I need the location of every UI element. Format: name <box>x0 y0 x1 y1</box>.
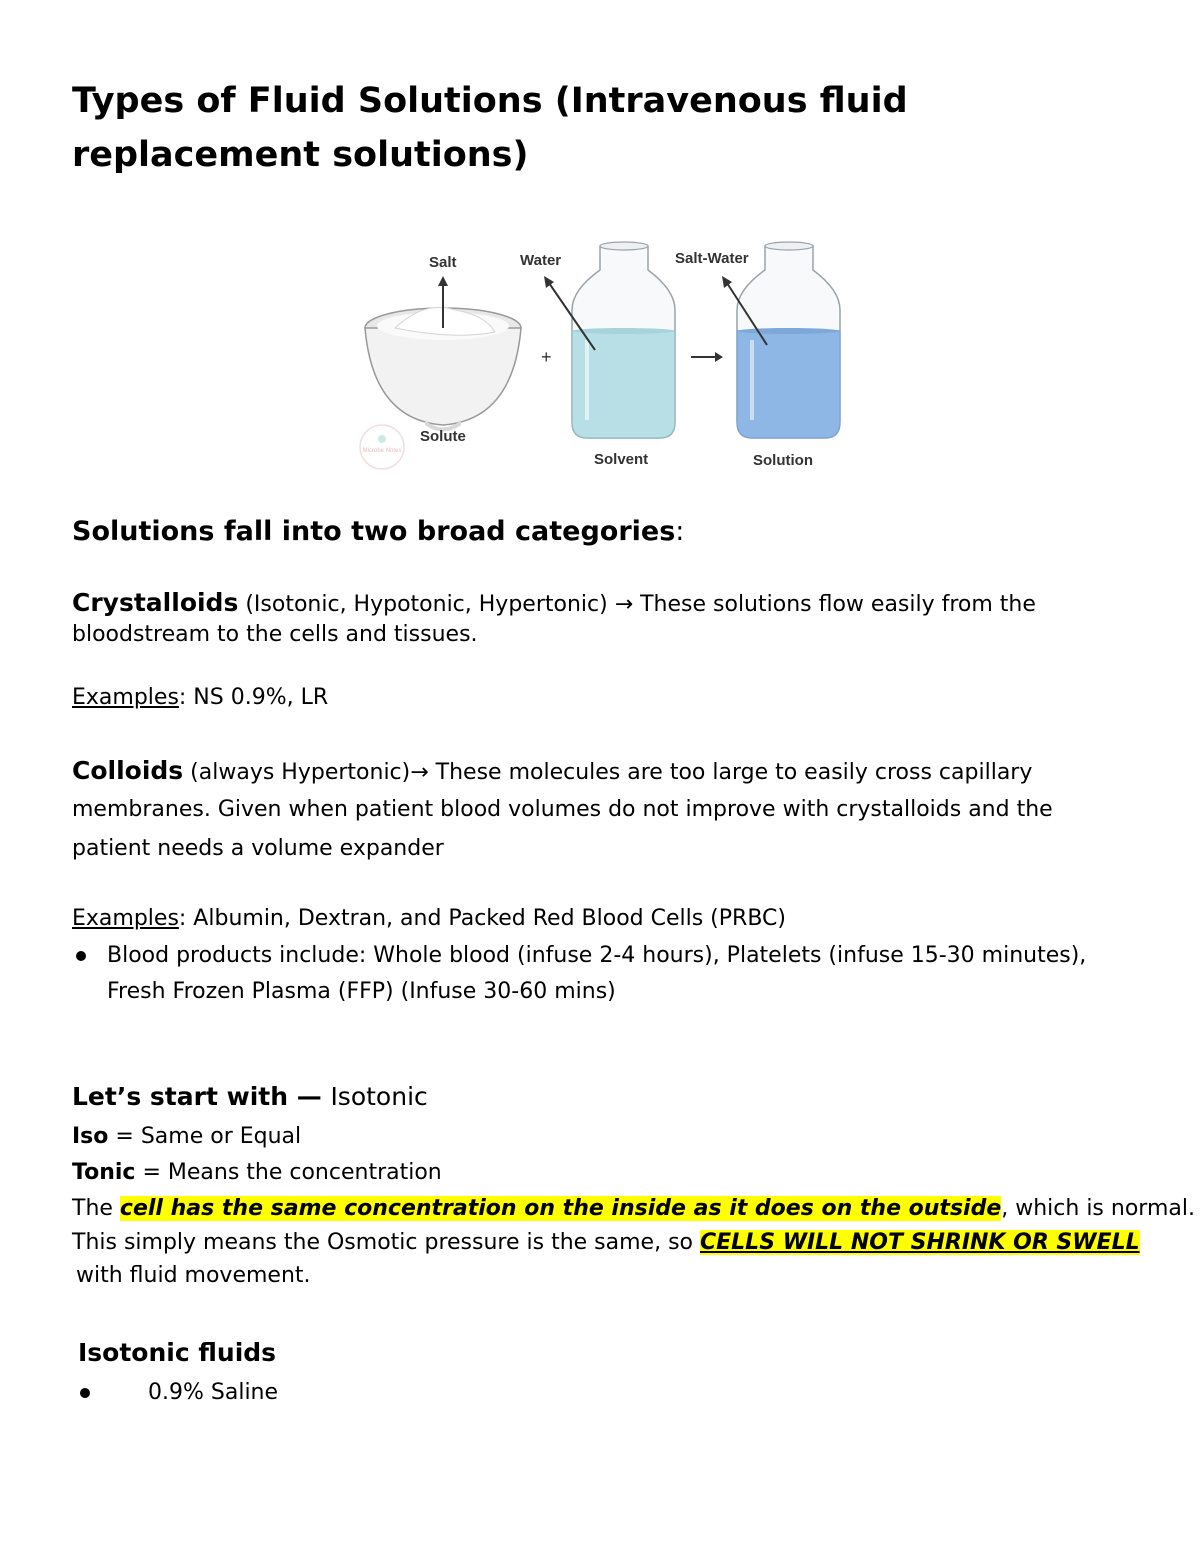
watermark-text: Microbe Notes <box>362 448 402 454</box>
colloids-types: (always Hypertonic) <box>183 760 411 785</box>
solution-label: Solution <box>753 452 813 469</box>
isotonic-fluids-heading: Isotonic fluids <box>78 1338 277 1367</box>
examples-value: : Albumin, Dextran, and Packed Red Blood Cells (PRBC) <box>178 906 786 931</box>
examples-value: : NS 0.9%, LR <box>178 685 329 710</box>
iso-def: = Same or Equal <box>108 1124 302 1149</box>
crystalloids-examples <box>72 682 328 714</box>
watermark-logo <box>360 425 404 469</box>
highlighted-warning: CELLS WILL NOT SHRINK OR SWELL <box>699 1230 1140 1255</box>
isotonic-explanation-1 <box>72 1193 1195 1225</box>
examples-label: Examples <box>72 685 179 710</box>
blood-products-line-2: Fresh Frozen Plasma (FFP) (Infuse 30-60 mins) <box>107 979 616 1004</box>
isotonic-fluid-item: 0.9% Saline <box>148 1380 279 1405</box>
isotonic-heading-rest: Isotonic <box>330 1082 428 1111</box>
explanation-pre: This simply means the Osmotic pressure is the same, so <box>72 1230 700 1255</box>
solution-bottle-icon <box>737 242 840 438</box>
isotonic-heading <box>72 1082 428 1111</box>
right-arrow-icon: → <box>410 760 429 785</box>
salt-water-label: Salt-Water <box>675 250 749 267</box>
examples-label: Examples <box>72 906 179 931</box>
plus-sign: + <box>541 347 552 367</box>
iso-term: Iso <box>72 1124 109 1149</box>
tonic-definition <box>72 1157 442 1189</box>
highlighted-text: cell has the same concentration on the inside as it does on the outside <box>119 1196 1002 1221</box>
explanation-post: , which is normal. <box>1001 1196 1195 1221</box>
iso-definition <box>72 1121 301 1153</box>
right-arrow-icon: → <box>614 592 634 617</box>
isotonic-explanation-3: with fluid movement. <box>76 1263 311 1288</box>
colloids-examples <box>72 903 786 935</box>
solute-label: Solute <box>420 428 466 445</box>
crystalloids-types: (Isotonic, Hypotonic, Hypertonic) <box>238 592 615 617</box>
water-label: Water <box>520 252 562 269</box>
blood-products-line-1: Blood products include: Whole blood (infuse 2-4 hours), Platelets (infuse 15-30 minutes), <box>107 943 1087 968</box>
crystalloids-term: Crystalloids <box>72 588 239 617</box>
colloids-line-2: membranes. Given when patient blood volumes do not improve with crystalloids and the <box>72 797 1053 822</box>
bullet-icon <box>80 1388 90 1398</box>
tonic-term: Tonic <box>72 1160 136 1185</box>
crystalloids-line-2: bloodstream to the cells and tissues. <box>72 622 478 647</box>
tonic-def: = Means the concentration <box>135 1160 442 1185</box>
colloids-term: Colloids <box>72 756 184 785</box>
bullet-icon <box>76 951 86 961</box>
solvent-label: Solvent <box>594 451 649 468</box>
crystalloids-line-1 <box>72 587 1036 621</box>
salt-label: Salt <box>429 254 457 271</box>
colloids-desc: These molecules are too large to easily cross capillary <box>428 760 1033 785</box>
categories-colon: : <box>675 516 685 547</box>
page-title: Types of Fluid Solutions (Intravenous fluid replacement solutions) <box>72 81 908 175</box>
categories-heading <box>72 516 684 547</box>
explanation-pre: The <box>72 1196 120 1221</box>
isotonic-heading-lead: Let’s start with — <box>72 1082 331 1111</box>
categories-heading-text: Solutions fall into two broad categories <box>72 516 676 547</box>
solution-diagram <box>355 240 855 480</box>
crystalloids-desc: These solutions flow easily from the <box>633 592 1036 617</box>
colloids-line-1 <box>72 751 1032 792</box>
isotonic-explanation-2 <box>72 1227 1140 1259</box>
colloids-line-3: patient needs a volume expander <box>72 836 444 861</box>
